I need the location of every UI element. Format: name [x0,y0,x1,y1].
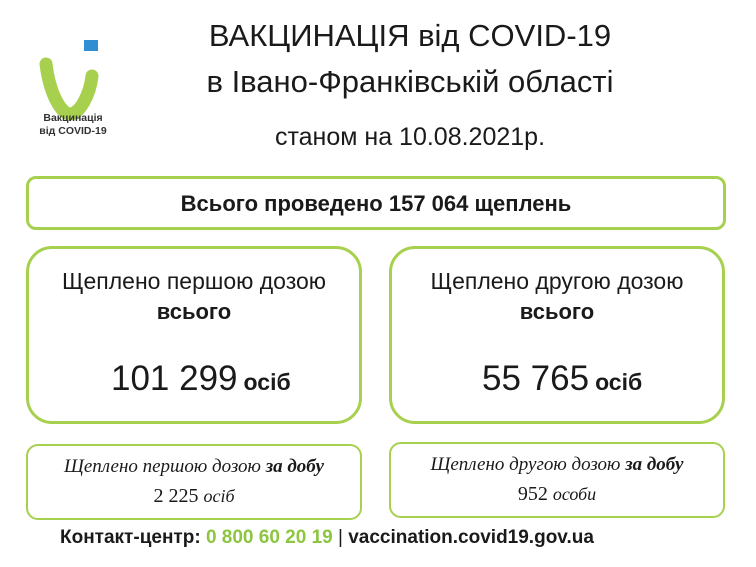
date-line: станом на 10.08.2021р. [274,123,546,151]
second-daily-label [391,454,723,476]
first-daily-unit: осіб [203,486,235,506]
second-dose-total-box [389,246,725,424]
contact-center-label: Контакт-центр: [60,527,201,548]
contact-phone-link[interactable]: 0 800 60 20 19 [205,527,333,548]
second-dose-sub: всього [519,299,595,324]
second-daily-unit: особи [552,484,597,504]
page-title-line1: ВАКЦИНАЦІЯ від COVID-19 [208,18,612,53]
first-dose-total-box [26,246,362,424]
logo-caption-line1: Вакцинація [43,112,103,124]
second-daily-count [391,482,723,506]
second-dose-daily-box [389,442,725,518]
second-daily-label-bold: за добу [625,454,684,475]
first-daily-label [28,456,360,478]
first-dose-count [111,359,291,402]
first-dose-sub: всього [156,299,232,324]
first-dose-unit: осіб [243,369,291,395]
website-link[interactable]: vaccination.covid19.gov.ua [348,527,594,548]
second-dose-unit: осіб [595,369,643,395]
second-daily-label-text: Щеплено другою дозою [430,454,621,475]
logo-caption-line2: від COVID-19 [39,125,107,137]
second-dose-count [482,359,642,402]
first-dose-number: 101 299 [111,359,238,398]
total-vaccinations-text: Всього проведено 157 064 щеплень [180,191,572,216]
first-dose-daily-box [26,444,362,520]
second-dose-number: 55 765 [482,359,590,398]
logo-caption [18,112,128,138]
total-vaccinations-box [26,176,726,230]
first-daily-label-text: Щеплено першою дозою [64,456,261,477]
second-dose-label: Щеплено другою дозою [430,268,684,294]
first-daily-number: 2 225 [153,485,199,507]
first-daily-label-bold: за добу [265,456,324,477]
first-dose-label: Щеплено першою дозою [61,268,327,294]
page-title-line2: в Івано-Франківській області [206,64,614,99]
second-daily-number: 952 [517,483,548,505]
footer-separator: | [338,527,343,548]
first-daily-count [28,484,360,508]
contact-footer [60,526,700,550]
